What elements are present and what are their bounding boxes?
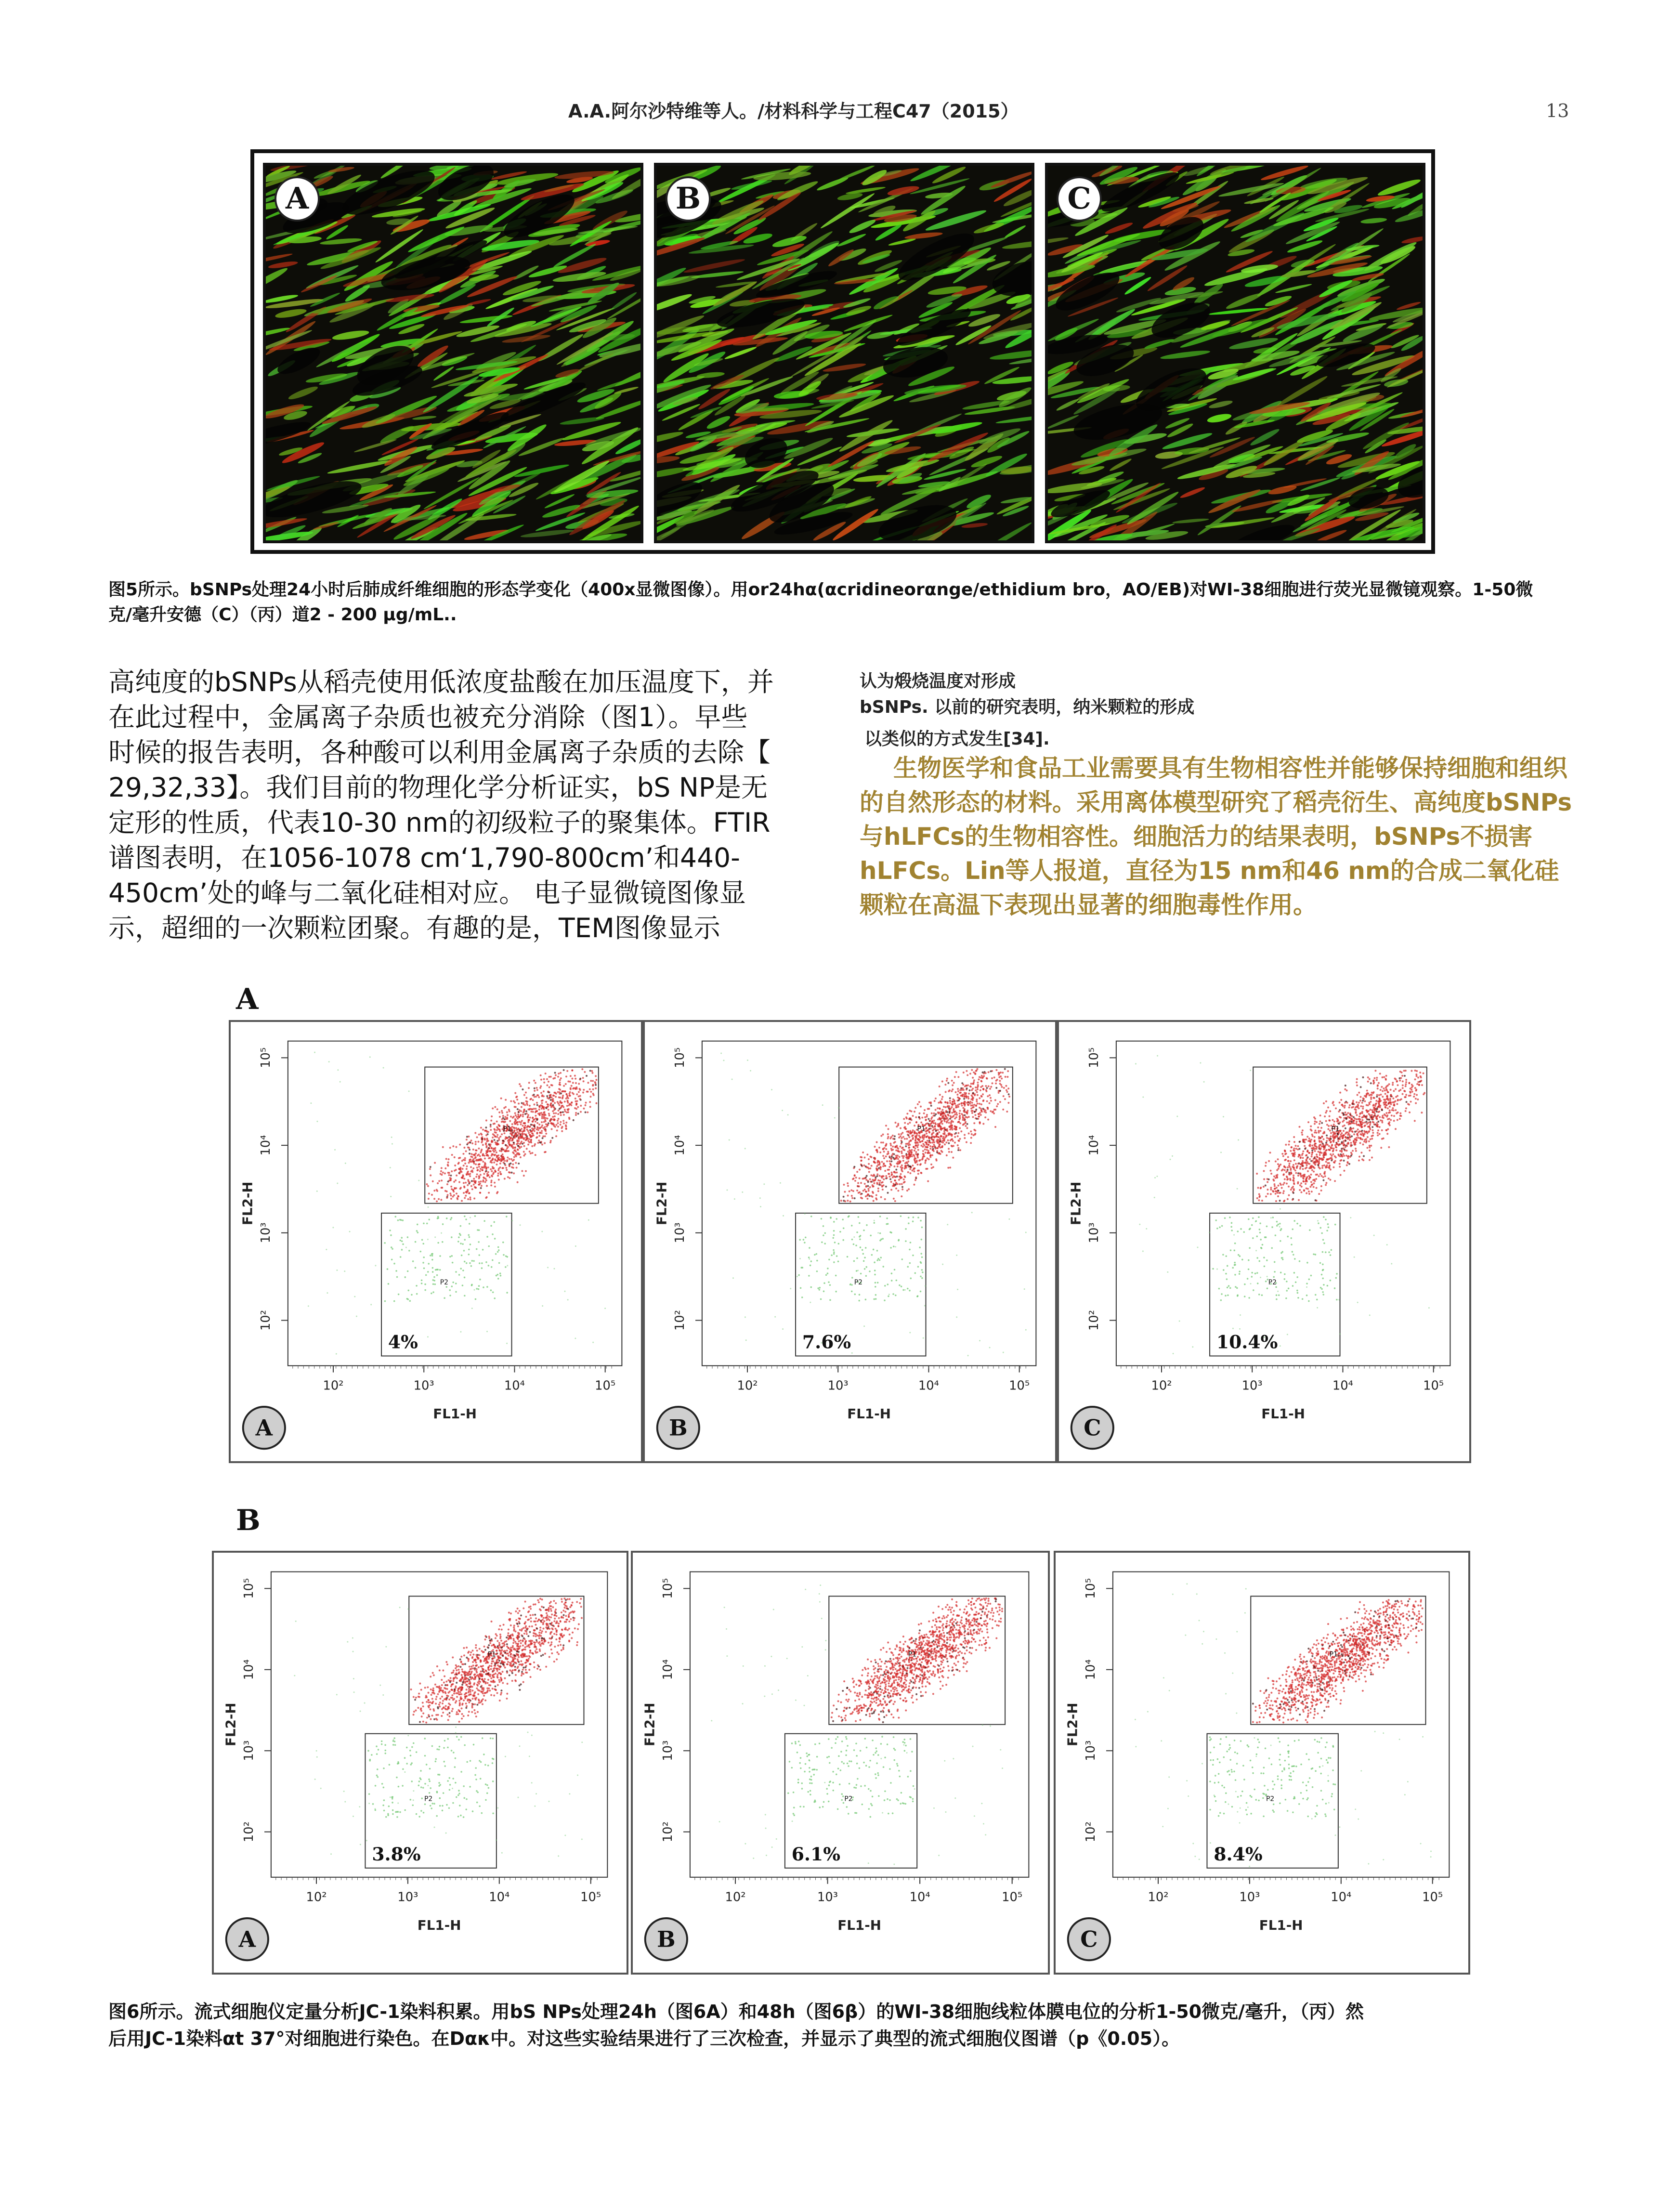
y-tick-label: 10² xyxy=(673,1310,688,1331)
x-tick-label: 10⁵ xyxy=(595,1378,616,1393)
x-tick-label: 10² xyxy=(323,1378,344,1393)
y-tick-label: 10⁴ xyxy=(673,1135,688,1156)
right-small-line: 认为煅烧温度对形成 xyxy=(860,671,1016,691)
y-tick-label: 10⁵ xyxy=(259,1047,274,1068)
x-tick-label: 10⁴ xyxy=(1332,1378,1354,1393)
panel-letter: C xyxy=(1080,1926,1098,1952)
gate-p1-label: P1 xyxy=(908,1650,917,1659)
running-title: A.A.阿尔沙特维等人。/材料科学与工程C47（2015） xyxy=(568,101,1019,122)
x-tick-label: 10⁵ xyxy=(1002,1890,1023,1905)
body-line: 450cm’处的峰与二氧化硅相对应。 电子显微镜图像显 xyxy=(108,877,746,908)
percent-label: 8.4% xyxy=(1214,1843,1263,1865)
y-tick-label: 10⁴ xyxy=(1087,1135,1102,1156)
panel-letter-badge xyxy=(1071,1407,1113,1449)
panel-letter: A xyxy=(255,1414,273,1441)
body-line: 29,32,33】。我们目前的物理化学分析证实，bS NP是无 xyxy=(108,772,768,803)
panel-letter: B xyxy=(657,1926,676,1952)
y-tick-label: 10⁵ xyxy=(661,1578,676,1599)
x-tick-label: 10² xyxy=(1148,1890,1169,1905)
gate-p1-label: P1 xyxy=(917,1125,926,1133)
figure6-group-b-label: B xyxy=(236,1504,261,1537)
gate-p2-label: P2 xyxy=(1266,1795,1275,1803)
y-tick-label: 10² xyxy=(259,1310,274,1331)
percent-label: 4% xyxy=(388,1331,418,1353)
x-tick-label: 10³ xyxy=(413,1378,434,1393)
right-small-line: bSNPs. 以前的研究表明，纳米颗粒的形成 xyxy=(860,697,1195,717)
facs-panel xyxy=(643,1020,1057,1463)
x-tick-label: 10³ xyxy=(397,1890,418,1905)
gate-p2-label: P2 xyxy=(1268,1279,1277,1287)
body-line: 谱图表明，在1056-1078 cm‘1,790-800cm’和440- xyxy=(108,842,740,873)
y-tick-label: 10³ xyxy=(673,1222,688,1243)
x-tick-label: 10⁴ xyxy=(909,1890,930,1905)
panel-letter-badge xyxy=(645,1918,687,1960)
y-axis-label: FL2-H xyxy=(1068,1181,1084,1226)
panel-letter-badge xyxy=(657,1407,699,1449)
x-tick-label: 10⁴ xyxy=(504,1378,525,1393)
body-line: 定形的性质，代表10-30 nm的初级粒子的聚集体。FTIR xyxy=(108,807,771,838)
x-tick-label: 10² xyxy=(737,1378,758,1393)
percent-label: 3.8% xyxy=(372,1843,421,1865)
y-tick-label: 10³ xyxy=(1087,1222,1102,1243)
y-tick-label: 10⁴ xyxy=(661,1659,676,1680)
facs-panel xyxy=(1054,1551,1470,1975)
y-axis-label: FL2-H xyxy=(239,1181,256,1226)
x-tick-label: 10³ xyxy=(827,1378,849,1393)
y-tick-label: 10⁵ xyxy=(1087,1047,1102,1068)
panel-letter-badge xyxy=(1068,1918,1110,1960)
x-tick-label: 10⁵ xyxy=(1422,1890,1443,1905)
y-tick-label: 10² xyxy=(1084,1821,1098,1843)
y-tick-label: 10² xyxy=(242,1821,257,1843)
x-axis-label: FL1-H xyxy=(417,1917,461,1933)
x-tick-label: 10⁴ xyxy=(489,1890,510,1905)
y-tick-label: 10⁵ xyxy=(1084,1578,1098,1599)
x-tick-label: 10³ xyxy=(1239,1890,1260,1905)
gate-p1-label: P1 xyxy=(503,1125,511,1133)
micrograph-label: B xyxy=(666,176,711,222)
body-line: 高纯度的bSNPs从稻壳使用低浓度盐酸在加压温度下，并 xyxy=(108,667,774,697)
figure5-caption-line2: 克/毫升安德（C）（丙）道2 - 200 μg/mL.. xyxy=(108,605,457,625)
gate-p2-label: P2 xyxy=(424,1795,433,1803)
y-tick-label: 10² xyxy=(1087,1310,1102,1331)
panel-letter: B xyxy=(669,1414,688,1441)
percent-label: 7.6% xyxy=(802,1331,851,1353)
gate-p1-label: P1 xyxy=(487,1650,496,1659)
y-axis-label: FL2-H xyxy=(653,1181,670,1226)
panel-letter: A xyxy=(238,1926,256,1952)
y-tick-label: 10³ xyxy=(242,1740,257,1761)
body-text-left xyxy=(108,665,840,946)
panel-letter-badge xyxy=(243,1407,285,1449)
micrograph-a-image xyxy=(266,166,640,540)
figure6-caption-line1: 图6所示。流式细胞仪定量分析JC-1染料积累。用bS NPs处理24h（图6A）和48h（图6β）的WI-38细胞线粒体膜电位的分析1-50微克/毫升，（丙）然 xyxy=(108,2001,1364,2022)
page-number: 13 xyxy=(1546,100,1569,121)
gate-p2-label: P2 xyxy=(440,1279,448,1287)
percent-label: 6.1% xyxy=(791,1843,840,1865)
percent-label: 10.4% xyxy=(1216,1331,1278,1353)
y-tick-label: 10³ xyxy=(661,1740,676,1761)
facs-panel xyxy=(631,1551,1050,1975)
y-tick-label: 10⁴ xyxy=(1084,1659,1098,1680)
micrograph-label: C xyxy=(1057,176,1102,222)
panel-letter: C xyxy=(1084,1414,1101,1441)
x-tick-label: 10³ xyxy=(817,1890,838,1905)
micrograph-a xyxy=(263,163,643,543)
x-tick-label: 10⁴ xyxy=(1331,1890,1352,1905)
x-axis-label: FL1-H xyxy=(837,1917,881,1933)
x-axis-label: FL1-H xyxy=(1259,1917,1303,1933)
right-small-line: 以类似的方式发生[34]. xyxy=(864,729,1050,749)
y-axis-label: FL2-H xyxy=(641,1702,658,1747)
micrograph-b-image xyxy=(657,166,1032,540)
x-axis-label: FL1-H xyxy=(1261,1405,1305,1422)
micrograph-b xyxy=(654,163,1034,543)
body-line: 示，超细的一次颗粒团聚。有趣的是，TEM图像显示 xyxy=(108,913,720,943)
x-tick-label: 10² xyxy=(725,1890,746,1905)
micrograph-c xyxy=(1045,163,1425,543)
y-tick-label: 10⁵ xyxy=(242,1578,257,1599)
y-tick-label: 10⁵ xyxy=(673,1047,688,1068)
gate-p2-label: P2 xyxy=(844,1795,853,1803)
x-tick-label: 10² xyxy=(1151,1378,1172,1393)
y-tick-label: 10³ xyxy=(1084,1740,1098,1761)
micrograph-c-image xyxy=(1048,166,1423,540)
gate-p1-label: P1 xyxy=(1329,1650,1338,1659)
facs-panel xyxy=(212,1551,628,1975)
x-axis-label: FL1-H xyxy=(433,1405,477,1422)
y-axis-label: FL2-H xyxy=(1064,1702,1081,1747)
x-tick-label: 10⁵ xyxy=(1009,1378,1030,1393)
y-tick-label: 10⁴ xyxy=(242,1659,257,1680)
figure6-caption-line2: 后用JC-1染料αt 37°对细胞进行染色。在Dακ中。对这些实验结果进行了三次检查，并显示了典型的流式细胞仪图谱（p《0.05）。 xyxy=(108,2028,1180,2049)
y-tick-label: 10³ xyxy=(259,1222,274,1243)
x-tick-label: 10² xyxy=(306,1890,327,1905)
gold-paragraph: 生物医学和食品工业需要具有生物相容性并能够保持细胞和组织的自然形态的材料。采用离体模型研究了稻壳衍生、高纯度bSNPs与hLFCs的生物相容性。细胞活力的结果表明，bSNPs不损害hLFCs。Lin等人报道，直径为15 nm和46 nm的合成二氧化硅颗粒在高温下表现出显著的细胞毒性作用。 xyxy=(860,754,1572,919)
y-tick-label: 10⁴ xyxy=(259,1135,274,1156)
micrograph-label: A xyxy=(274,176,320,222)
x-axis-label: FL1-H xyxy=(847,1405,891,1422)
facs-panel xyxy=(229,1020,643,1463)
x-tick-label: 10⁵ xyxy=(1423,1378,1444,1393)
body-line: 时候的报告表明，各种酸可以利用金属离子杂质的去除【 xyxy=(108,737,771,768)
x-tick-label: 10⁴ xyxy=(918,1378,940,1393)
figure5-caption-line1: 图5所示。bSNPs处理24小时后肺成纤维细胞的形态学变化（400x显微图像）。用or24hα(αcridineorαnge/ethidium bro，AO/EB)对WI-38细胞进行荧光显微镜观察。1-50微 xyxy=(108,580,1533,600)
y-axis-label: FL2-H xyxy=(222,1702,239,1747)
gate-p1-label: P1 xyxy=(1331,1125,1340,1133)
gate-p2-label: P2 xyxy=(854,1279,862,1287)
y-tick-label: 10² xyxy=(661,1821,676,1843)
figure6-group-a-label: A xyxy=(236,982,259,1016)
x-tick-label: 10⁵ xyxy=(580,1890,601,1905)
body-line: 在此过程中，金属离子杂质也被充分消除（图1）。早些 xyxy=(108,702,748,733)
facs-panel xyxy=(1057,1020,1471,1463)
panel-letter-badge xyxy=(226,1918,268,1960)
figure5-frame xyxy=(250,149,1435,554)
x-tick-label: 10³ xyxy=(1241,1378,1263,1393)
